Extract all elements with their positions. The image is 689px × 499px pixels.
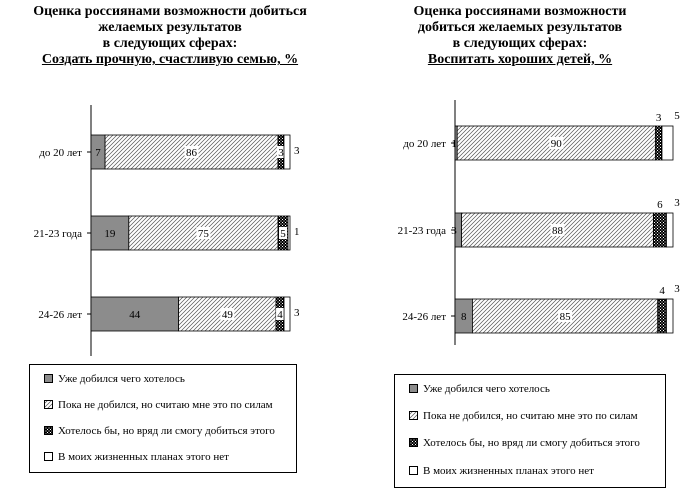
legend-swatch-white xyxy=(44,452,53,461)
data-label: 3 xyxy=(674,283,680,295)
data-label: 3 xyxy=(278,147,284,159)
title-line: добиться желаемых результатов xyxy=(417,20,623,35)
legend-swatch-gray xyxy=(44,374,53,383)
title-line: в следующих сферах: xyxy=(452,36,588,51)
bar-not-planned xyxy=(666,299,673,333)
legend-swatch-checker xyxy=(409,438,418,447)
data-label: 3 xyxy=(674,197,680,209)
legend-label: Хотелось бы, но вряд ли смогу добиться этого xyxy=(58,425,275,437)
legend-label: Пока не добился, но считаю мне это по силам xyxy=(58,399,273,411)
data-label: 44 xyxy=(129,309,141,321)
legend-family xyxy=(29,364,297,473)
data-label: 3 xyxy=(655,112,662,124)
data-label: 1 xyxy=(451,138,457,150)
legend-swatch-checker xyxy=(44,426,53,435)
category-label: 21-23 года xyxy=(33,228,82,240)
bar-not-planned xyxy=(662,126,673,160)
data-label: 19 xyxy=(104,228,116,240)
bar-unlikely xyxy=(658,299,667,333)
data-label: 75 xyxy=(197,228,209,240)
legend-label: Хотелось бы, но вряд ли смогу добиться этого xyxy=(423,437,640,449)
data-label: 3 xyxy=(294,145,300,157)
legend-label: В моих жизненных планах этого нет xyxy=(58,451,229,463)
data-label: 86 xyxy=(186,147,198,159)
bar-unlikely xyxy=(655,126,662,160)
category-label: до 20 лет xyxy=(403,138,446,150)
data-label: 3 xyxy=(294,307,300,319)
legend-children xyxy=(394,374,666,488)
legend-label: Пока не добился, но считаю мне это по силам xyxy=(423,410,638,422)
data-label: 88 xyxy=(551,225,563,237)
category-label: 24-26 лет xyxy=(38,309,82,321)
bar-not-planned xyxy=(666,213,673,247)
data-label: 5 xyxy=(280,228,286,240)
title-line: в следующих сферах: xyxy=(102,36,238,51)
data-label: 4 xyxy=(659,285,665,297)
data-label: 3 xyxy=(451,225,457,237)
bar-not-planned xyxy=(288,216,290,250)
data-label: 85 xyxy=(559,311,571,323)
title-line: Оценка россиянами возможности xyxy=(413,4,627,19)
bar-not-planned xyxy=(284,135,290,169)
title-line: Оценка россиянами возможности добиться xyxy=(33,4,307,19)
data-label: 4 xyxy=(277,309,283,321)
chart-1-marks xyxy=(398,100,681,345)
legend-label: Уже добился чего хотелось xyxy=(58,373,185,385)
chart-subtitle: Воспитать хороших детей, % xyxy=(427,52,613,67)
data-label: 1 xyxy=(294,226,300,238)
category-label: 24-26 лет xyxy=(402,311,446,323)
data-label: 8 xyxy=(460,311,467,323)
chart-subtitle: Создать прочную, счастливую семью, % xyxy=(41,52,299,67)
legend-swatch-hatch xyxy=(44,400,53,409)
chart-0-marks xyxy=(34,105,300,356)
legend-swatch-hatch xyxy=(409,411,418,420)
data-label: 7 xyxy=(95,147,101,159)
data-label: 49 xyxy=(221,309,233,321)
title-line: желаемых результатов xyxy=(98,20,242,35)
legend-label: Уже добился чего хотелось xyxy=(423,383,550,395)
bar-unlikely xyxy=(653,213,666,247)
data-label: 5 xyxy=(674,110,680,122)
data-label: 90 xyxy=(550,138,562,150)
legend-swatch-white xyxy=(409,466,418,475)
category-label: 21-23 года xyxy=(397,225,446,237)
legend-swatch-gray xyxy=(409,384,418,393)
category-label: до 20 лет xyxy=(39,147,82,159)
data-label: 6 xyxy=(657,199,663,211)
bar-not-planned xyxy=(284,297,290,331)
legend-label: В моих жизненных планах этого нет xyxy=(423,465,594,477)
